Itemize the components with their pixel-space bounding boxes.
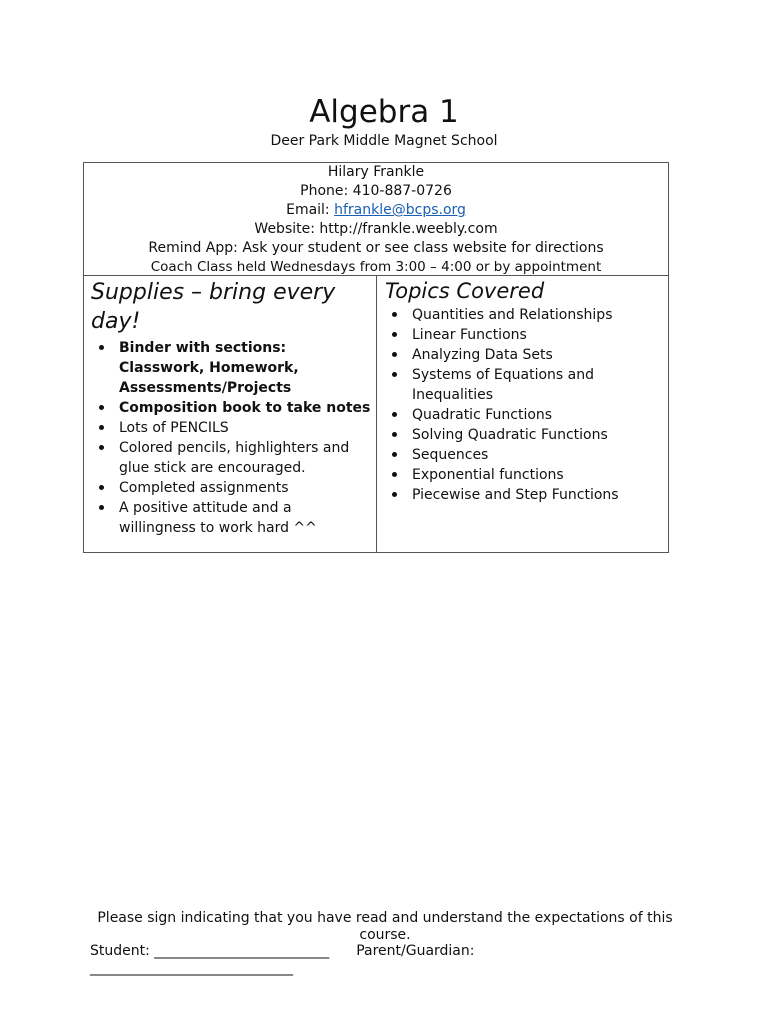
list-item: Composition book to take notes <box>84 398 376 418</box>
list-item: Piecewise and Step Functions <box>377 485 669 505</box>
school-name: Deer Park Middle Magnet School <box>270 133 498 149</box>
list-item: Linear Functions <box>377 325 669 345</box>
list-item: Sequences <box>377 445 669 465</box>
list-item: Colored pencils, highlighters and glue stick are encouraged. <box>84 438 376 478</box>
coach-class-line: Coach Class held Wednesdays from 3:00 – 4:00 or by appointment <box>150 259 602 275</box>
topics-list <box>377 305 669 505</box>
teacher-name: Hilary Frankle <box>327 164 425 180</box>
info-table <box>83 162 669 553</box>
list-item: Systems of Equations and Inequalities <box>377 365 669 405</box>
list-item: Quadratic Functions <box>377 405 669 425</box>
email-link[interactable]: hfrankle@bcps.org <box>334 202 466 218</box>
topics-column <box>377 276 669 553</box>
list-item: Quantities and Relationships <box>377 305 669 325</box>
parent-signature-line: _____________________________ <box>90 960 293 976</box>
list-item: Exponential functions <box>377 465 669 485</box>
list-item: Analyzing Data Sets <box>377 345 669 365</box>
email-line <box>84 201 668 220</box>
student-signature-line: Student: _________________________ <box>90 943 330 959</box>
page-title: Algebra 1 <box>309 94 459 130</box>
phone-number: Phone: 410-887-0726 <box>300 183 452 199</box>
supplies-list <box>84 338 376 538</box>
list-item: A positive attitude and a willingness to work hard ^^ <box>84 498 376 538</box>
list-item: Solving Quadratic Functions <box>377 425 669 445</box>
supplies-column <box>84 276 377 553</box>
website-line: Website: http://frankle.weebly.com <box>254 221 498 237</box>
supplies-heading: Supplies – bring every day! <box>91 280 336 334</box>
contact-info <box>84 163 668 276</box>
list-item: Completed assignments <box>84 478 376 498</box>
list-item: Lots of PENCILS <box>84 418 376 438</box>
email-label: Email: <box>286 202 335 218</box>
topics-heading: Topics Covered <box>385 279 545 303</box>
signature-lines <box>90 943 680 960</box>
signature-instruction: Please sign indicating that you have read and understand the expectations of this course. <box>97 910 673 943</box>
list-item: Binder with sections: Classwork, Homework, Assessments/Projects <box>84 338 376 398</box>
remind-app-line: Remind App: Ask your student or see class website for directions <box>148 240 604 256</box>
parent-signature-label: Parent/Guardian: <box>356 943 475 959</box>
